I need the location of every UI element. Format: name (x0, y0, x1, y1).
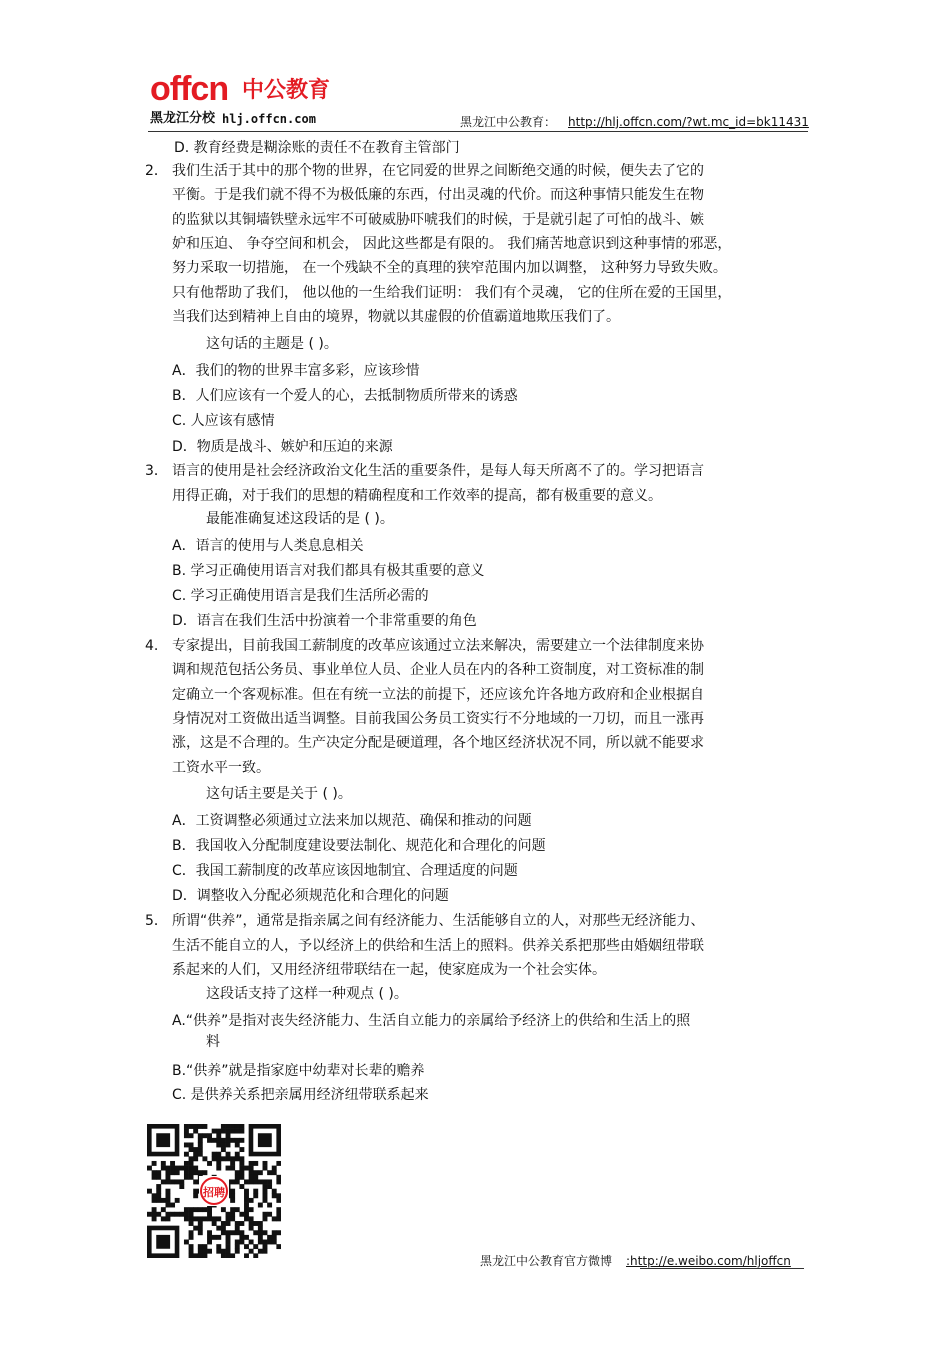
question-text-line: 所谓“供养”，通常是指亲属之间有经济能力、生活能够自立的人，对那些无经济能力、 (172, 913, 705, 929)
option-item: D．调整收入分配必须规范化和合理化的问题 (172, 888, 449, 904)
option-item: D．语言在我们生活中扮演着一个非常重要的角色 (172, 613, 477, 629)
option-item: C. 学习正确使用语言是我们生活所必需的 (172, 588, 429, 604)
question-text-line: 定确立一个客观标准。但在有统一立法的前提下，还应该允许各地方政府和企业根据自 (172, 687, 704, 703)
question-number: 3． (145, 463, 168, 479)
question-text-line: 系起来的人们，又用经济纽带联结在一起，使家庭成为一个社会实体。 (172, 962, 606, 978)
logo-wordmark: offcn (150, 70, 229, 108)
question-text-line: 专家提出，目前我国工薪制度的改革应该通过立法来解决，需要建立一个法律制度来协 (172, 638, 704, 654)
question-text-line: 当我们达到精神上自由的境界，物就以其虚假的价值霸道地欺压我们了。 (172, 309, 620, 325)
option-item: A．我们的物的世界丰富多彩，应该珍惜 (172, 363, 420, 379)
question-text-line: 妒和压迫、 争夺空间和机会， 因此这些都是有限的。 我们痛苦地意识到这种事情的邪恶， (172, 236, 732, 252)
option-item: A．工资调整必须通过立法来加以规范、确保和推动的问题 (172, 813, 532, 829)
question-text-line: 调和规范包括公务员、事业单位人员、企业人员在内的各种工资制度，对工资标准的制 (172, 662, 704, 678)
option-item: C．我国工薪制度的改革应该因地制宜、合理适度的问题 (172, 863, 518, 879)
question-text-line: 只有他帮助了我们， 他以他的一生给我们证明： 我们有个灵魂， 它的住所在爱的王国里， (172, 285, 732, 301)
qr-seal-label: 招聘 (203, 1186, 225, 1199)
question-prompt: 最能准确复述这段话的是 ( )。 (206, 511, 394, 527)
question-text-line: 语言的使用是社会经济政治文化生活的重要条件，是每人每天所离不了的。学习把语言 (172, 463, 704, 479)
footer-divider (640, 1268, 804, 1269)
question-text-line: 工资水平一致。 (172, 760, 270, 776)
option-item: D．物质是战斗、嫉妒和压迫的来源 (172, 439, 393, 455)
option-item: C. 是供养关系把亲属用经济纽带联系起来 (172, 1087, 429, 1103)
header-divider (148, 131, 808, 132)
option-item: 料 (206, 1034, 220, 1050)
logo-chinese-name: 中公教育 (242, 78, 331, 103)
option-item: B．人们应该有一个爱人的心，去抵制物质所带来的诱惑 (172, 388, 518, 404)
option-item: B. 学习正确使用语言对我们都具有极其重要的意义 (172, 563, 485, 579)
option-item: C. 人应该有感情 (172, 413, 275, 429)
option-item: B.“供养”就是指家庭中幼辈对长辈的赡养 (172, 1063, 425, 1079)
question-prompt: 这段话支持了这样一种观点 ( )。 (206, 986, 408, 1002)
question-text-line: 的监狱以其铜墙铁壁永远牢不可破威胁吓唬我们的时候，于是就引起了可怕的战斗、嫉 (172, 212, 704, 228)
question-number: 2． (145, 163, 168, 179)
header-site (460, 113, 809, 131)
option-item: A.“供养”是指对丧失经济能力、生活自立能力的亲属给予经济上的供给和生活上的照 (172, 1013, 691, 1029)
qr-code (147, 1124, 281, 1258)
option-item: D. 教育经费是糊涂账的责任不在教育主管部门 (174, 140, 460, 156)
logo-url: hlj.offcn.com (222, 112, 316, 126)
weibo-label: 黑龙江中公教育官方微博 (480, 1254, 613, 1268)
question-text-line: 生活不能自立的人，予以经济上的供给和生活上的照料。供养关系把那些由婚姻纽带联 (172, 938, 704, 954)
question-prompt: 这句话主要是关于 ( )。 (206, 786, 352, 802)
question-text-line: 身情况对工资做出适当调整。目前我国公务员工资实行不分地域的一刀切，而且一涨再 (172, 711, 704, 727)
question-text-line: 努力采取一切措施， 在一个残缺不全的真理的狭窄范围内加以调整， 这种努力导致失败。 (172, 260, 727, 276)
option-item: A．语言的使用与人类息息相关 (172, 538, 364, 554)
question-text-line: 我们生活于其中的那个物的世界，在它同爱的世界之间断绝交通的时候，便失去了它的 (172, 163, 704, 179)
question-text-line: 涨，这是不合理的。生产决定分配是硬道理，各个地区经济状况不同，所以就不能要求 (172, 735, 704, 751)
question-number: 4. (145, 638, 159, 654)
option-item: B．我国收入分配制度建设要法制化、规范化和合理化的问题 (172, 838, 546, 854)
question-prompt: 这句话的主题是 ( )。 (206, 336, 338, 352)
question-text-line: 用得正确，对于我们的思想的精确程度和工作效率的提高，都有极重要的意义。 (172, 488, 662, 504)
header-site-label: 黑龙江中公教育： (460, 115, 557, 129)
header-site-link[interactable]: http://hlj.offcn.com/?wt.mc_id=bk11431 (568, 115, 809, 129)
question-text-line: 平衡。于是我们就不得不为极低廉的东西，付出灵魂的代价。而这种事情只能发生在物 (172, 187, 704, 203)
offcn-logo (150, 72, 370, 132)
question-number: 5． (145, 913, 168, 929)
qr-code-image (147, 1124, 281, 1258)
logo-branch: 黑龙江分校 (150, 111, 216, 126)
weibo-link[interactable]: :http://e.weibo.com/hljoffcn (626, 1254, 791, 1268)
